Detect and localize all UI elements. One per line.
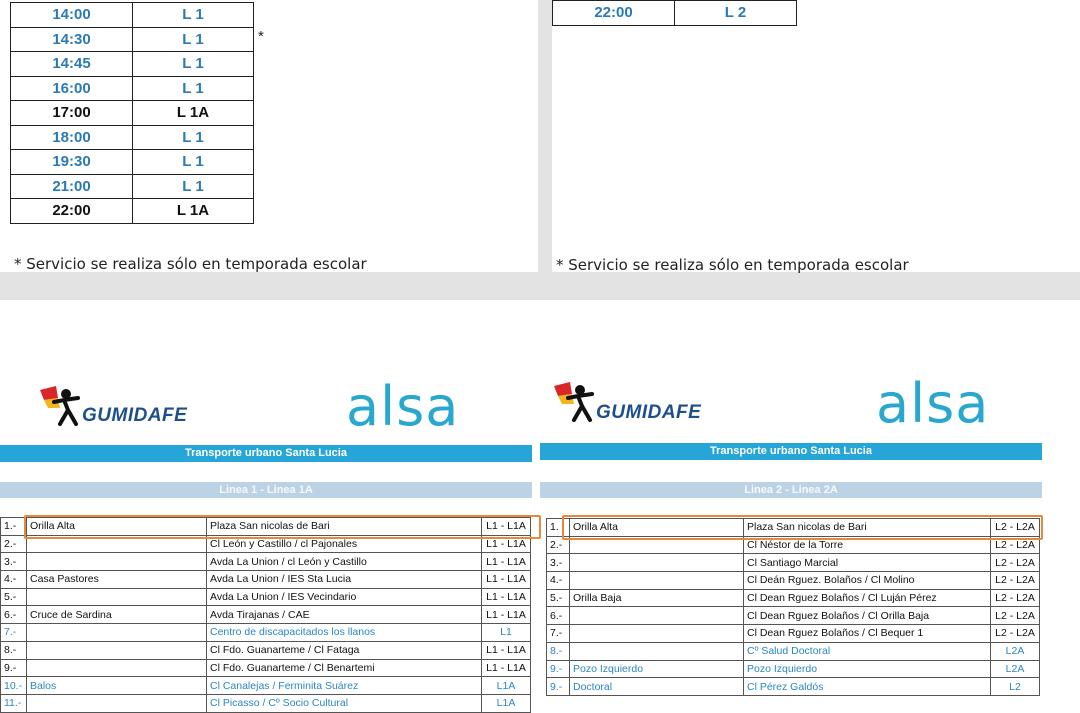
zone-name bbox=[570, 625, 744, 643]
bus-line: L 1 bbox=[133, 3, 254, 28]
panel-divider bbox=[538, 0, 552, 300]
stop-row bbox=[547, 660, 1040, 678]
zone-name bbox=[27, 694, 207, 712]
stop-name: Cl Dean Rguez Bolaños / Cl Bequer 1 bbox=[744, 625, 991, 643]
timetable-row bbox=[11, 3, 254, 28]
stop-lines: L1 bbox=[482, 624, 531, 642]
zone-name: Casa Pastores bbox=[27, 571, 207, 589]
stop-number: 4.- bbox=[1, 571, 27, 589]
stops-table-left bbox=[0, 517, 531, 713]
stop-number: 1.- bbox=[1, 518, 27, 536]
departure-time: 14:30 bbox=[11, 27, 133, 52]
stop-name: Cl Fdo. Guanarteme / Cl Fataga bbox=[207, 641, 482, 659]
stop-name: Cl Deán Rguez. Bolaños / Cl Molino bbox=[744, 572, 991, 590]
stop-row bbox=[1, 571, 531, 589]
stop-lines: L2A bbox=[991, 660, 1040, 678]
departure-time: 22:00 bbox=[11, 199, 133, 224]
stop-name: Pozo Izquierdo bbox=[744, 660, 991, 678]
stop-lines: L2 - L2A bbox=[991, 607, 1040, 625]
stop-row bbox=[1, 677, 531, 695]
stop-lines: L1A bbox=[482, 694, 531, 712]
timetable-row bbox=[11, 125, 254, 150]
departure-time: 22:00 bbox=[553, 1, 675, 26]
gumidafe-logo-icon bbox=[552, 380, 600, 424]
stop-number: 5.- bbox=[547, 589, 570, 607]
stop-number: 11.- bbox=[1, 694, 27, 712]
bus-line: L 1 bbox=[133, 76, 254, 101]
bus-line: L 1A bbox=[133, 101, 254, 126]
departure-time: 21:00 bbox=[11, 174, 133, 199]
stop-number: 9.- bbox=[547, 660, 570, 678]
timetable-right bbox=[552, 0, 797, 26]
stop-lines: L1 - L1A bbox=[482, 641, 531, 659]
bus-line: L 1 bbox=[133, 52, 254, 77]
stops-table-right bbox=[546, 518, 1040, 696]
bus-line: L 1 bbox=[133, 150, 254, 175]
stop-lines: L1 - L1A bbox=[482, 588, 531, 606]
highlight-box-left bbox=[24, 515, 541, 539]
gumidafe-logo-text: GUMIDAFE bbox=[596, 402, 702, 423]
zone-name bbox=[27, 659, 207, 677]
stop-lines: L1 - L1A bbox=[482, 535, 531, 553]
timetable-row bbox=[11, 150, 254, 175]
zone-name bbox=[570, 572, 744, 590]
bus-line: L 1A bbox=[133, 199, 254, 224]
stop-row bbox=[1, 624, 531, 642]
zone-name: Orilla Alta bbox=[570, 519, 744, 537]
stop-number: 3.- bbox=[547, 554, 570, 572]
stop-lines: L1 - L1A bbox=[482, 518, 531, 536]
stop-row bbox=[547, 678, 1040, 696]
stop-number: 8.- bbox=[1, 641, 27, 659]
stop-lines: L2 - L2A bbox=[991, 554, 1040, 572]
stop-name: Cº Salud Doctoral bbox=[744, 642, 991, 660]
bus-line: L 1 bbox=[133, 27, 254, 52]
zone-name: Pozo Izquierdo bbox=[570, 660, 744, 678]
stop-lines: L1A bbox=[482, 677, 531, 695]
stop-lines: L1 - L1A bbox=[482, 606, 531, 624]
zone-name: Cruce de Sardina bbox=[27, 606, 207, 624]
alsa-logo: alsa bbox=[876, 372, 990, 435]
stop-lines: L2 - L2A bbox=[991, 625, 1040, 643]
footnote-left: * Servicio se realiza sólo en temporada escolar bbox=[14, 255, 367, 273]
stop-lines: L2 - L2A bbox=[991, 536, 1040, 554]
stop-number: 2.- bbox=[547, 536, 570, 554]
stop-row bbox=[547, 572, 1040, 590]
stop-number: 7.- bbox=[547, 625, 570, 643]
stop-number: 9.- bbox=[1, 659, 27, 677]
stop-row bbox=[1, 659, 531, 677]
footnote-right: * Servicio se realiza sólo en temporada escolar bbox=[556, 256, 909, 274]
stop-lines: L2 - L2A bbox=[991, 519, 1040, 537]
stop-lines: L1 - L1A bbox=[482, 571, 531, 589]
stop-name: Cl Picasso / Cº Socio Cultural bbox=[207, 694, 482, 712]
departure-time: 17:00 bbox=[11, 101, 133, 126]
zone-name bbox=[570, 642, 744, 660]
stop-row bbox=[547, 625, 1040, 643]
timetable-row bbox=[11, 199, 254, 224]
alsa-logo: alsa bbox=[346, 375, 460, 438]
stop-number: 1. bbox=[547, 519, 570, 537]
zone-name: Orilla Alta bbox=[27, 518, 207, 536]
stop-name: Avda La Union / IES Vecindario bbox=[207, 588, 482, 606]
band-title-left: Transporte urbano Santa Lucia bbox=[0, 445, 532, 462]
band-title-right: Transporte urbano Santa Lucia bbox=[540, 443, 1042, 460]
stop-number: 2.- bbox=[1, 535, 27, 553]
departure-time: 18:00 bbox=[11, 125, 133, 150]
stop-name: Avda La Union / cl León y Castillo bbox=[207, 553, 482, 571]
stop-name: Centro de discapacitados los llanos bbox=[207, 624, 482, 642]
stop-row bbox=[547, 589, 1040, 607]
stop-row bbox=[547, 642, 1040, 660]
stop-lines: L2 - L2A bbox=[991, 572, 1040, 590]
highlight-box-right bbox=[562, 515, 1043, 540]
stop-name: Avda Tirajanas / CAE bbox=[207, 606, 482, 624]
timetable-row bbox=[11, 76, 254, 101]
stop-number: 6.- bbox=[547, 607, 570, 625]
stop-row bbox=[547, 607, 1040, 625]
stop-name: Plaza San nicolas de Bari bbox=[207, 518, 482, 536]
stop-name: Cl Santiago Marcial bbox=[744, 554, 991, 572]
zone-name bbox=[570, 607, 744, 625]
stop-row bbox=[1, 588, 531, 606]
timetable-row bbox=[553, 1, 797, 26]
zone-name bbox=[27, 641, 207, 659]
stop-name: Cl Canalejas / Ferminita Suárez bbox=[207, 677, 482, 695]
stop-number: 9.- bbox=[547, 678, 570, 696]
bus-line: L 2 bbox=[675, 1, 797, 26]
band-subtitle-right: Linea 2 - Linea 2A bbox=[540, 482, 1042, 498]
zone-name bbox=[570, 554, 744, 572]
stop-row bbox=[1, 641, 531, 659]
stop-lines: L2A bbox=[991, 642, 1040, 660]
band-subtitle-left: Linea 1 - Linea 1A bbox=[0, 482, 532, 498]
departure-time: 19:30 bbox=[11, 150, 133, 175]
departure-time: 14:45 bbox=[11, 52, 133, 77]
stop-name: Cl Fdo. Guanarteme / Cl Benartemi bbox=[207, 659, 482, 677]
zone-name: Orilla Baja bbox=[570, 589, 744, 607]
timetable-row bbox=[11, 101, 254, 126]
stop-name: Cl Pérez Galdós bbox=[744, 678, 991, 696]
stop-name: Avda La Union / IES Sta Lucia bbox=[207, 571, 482, 589]
stop-number: 7.- bbox=[1, 624, 27, 642]
stop-row bbox=[547, 554, 1040, 572]
stop-number: 8.- bbox=[547, 642, 570, 660]
zone-name bbox=[27, 624, 207, 642]
departure-time: 16:00 bbox=[11, 76, 133, 101]
timetable-row bbox=[11, 174, 254, 199]
stop-number: 3.- bbox=[1, 553, 27, 571]
bus-line: L 1 bbox=[133, 174, 254, 199]
stop-number: 5.- bbox=[1, 588, 27, 606]
timetable-row bbox=[11, 52, 254, 77]
stop-row bbox=[1, 606, 531, 624]
stop-lines: L1 - L1A bbox=[482, 553, 531, 571]
stop-row bbox=[1, 694, 531, 712]
departure-time: 14:00 bbox=[11, 3, 133, 28]
stop-name: Cl Néstor de la Torre bbox=[744, 536, 991, 554]
timetable-row bbox=[11, 27, 254, 52]
panel-bottom-margin-right bbox=[552, 272, 1080, 300]
stop-lines: L2 bbox=[991, 678, 1040, 696]
bus-line: L 1 bbox=[133, 125, 254, 150]
stop-name: Cl Dean Rguez Bolaños / Cl Luján Pérez bbox=[744, 589, 991, 607]
stop-number: 4.- bbox=[547, 572, 570, 590]
stop-name: Plaza San nicolas de Bari bbox=[744, 519, 991, 537]
stop-number: 10.- bbox=[1, 677, 27, 695]
stop-row bbox=[1, 553, 531, 571]
stop-lines: L1 - L1A bbox=[482, 659, 531, 677]
gumidafe-logo-icon bbox=[38, 384, 86, 428]
stop-name: Cl Dean Rguez Bolaños / Cl Orilla Baja bbox=[744, 607, 991, 625]
stop-lines: L2 - L2A bbox=[991, 589, 1040, 607]
timetable-left bbox=[10, 2, 254, 224]
gumidafe-logo-text: GUMIDAFE bbox=[82, 405, 188, 426]
zone-name: Balos bbox=[27, 677, 207, 695]
zone-name bbox=[27, 588, 207, 606]
stop-name: Cl León y Castillo / cl Pajonales bbox=[207, 535, 482, 553]
zone-name: Doctoral bbox=[570, 678, 744, 696]
panel-bottom-margin-left bbox=[0, 272, 538, 300]
school-season-asterisk: * bbox=[258, 28, 264, 45]
zone-name bbox=[27, 553, 207, 571]
stop-number: 6.- bbox=[1, 606, 27, 624]
